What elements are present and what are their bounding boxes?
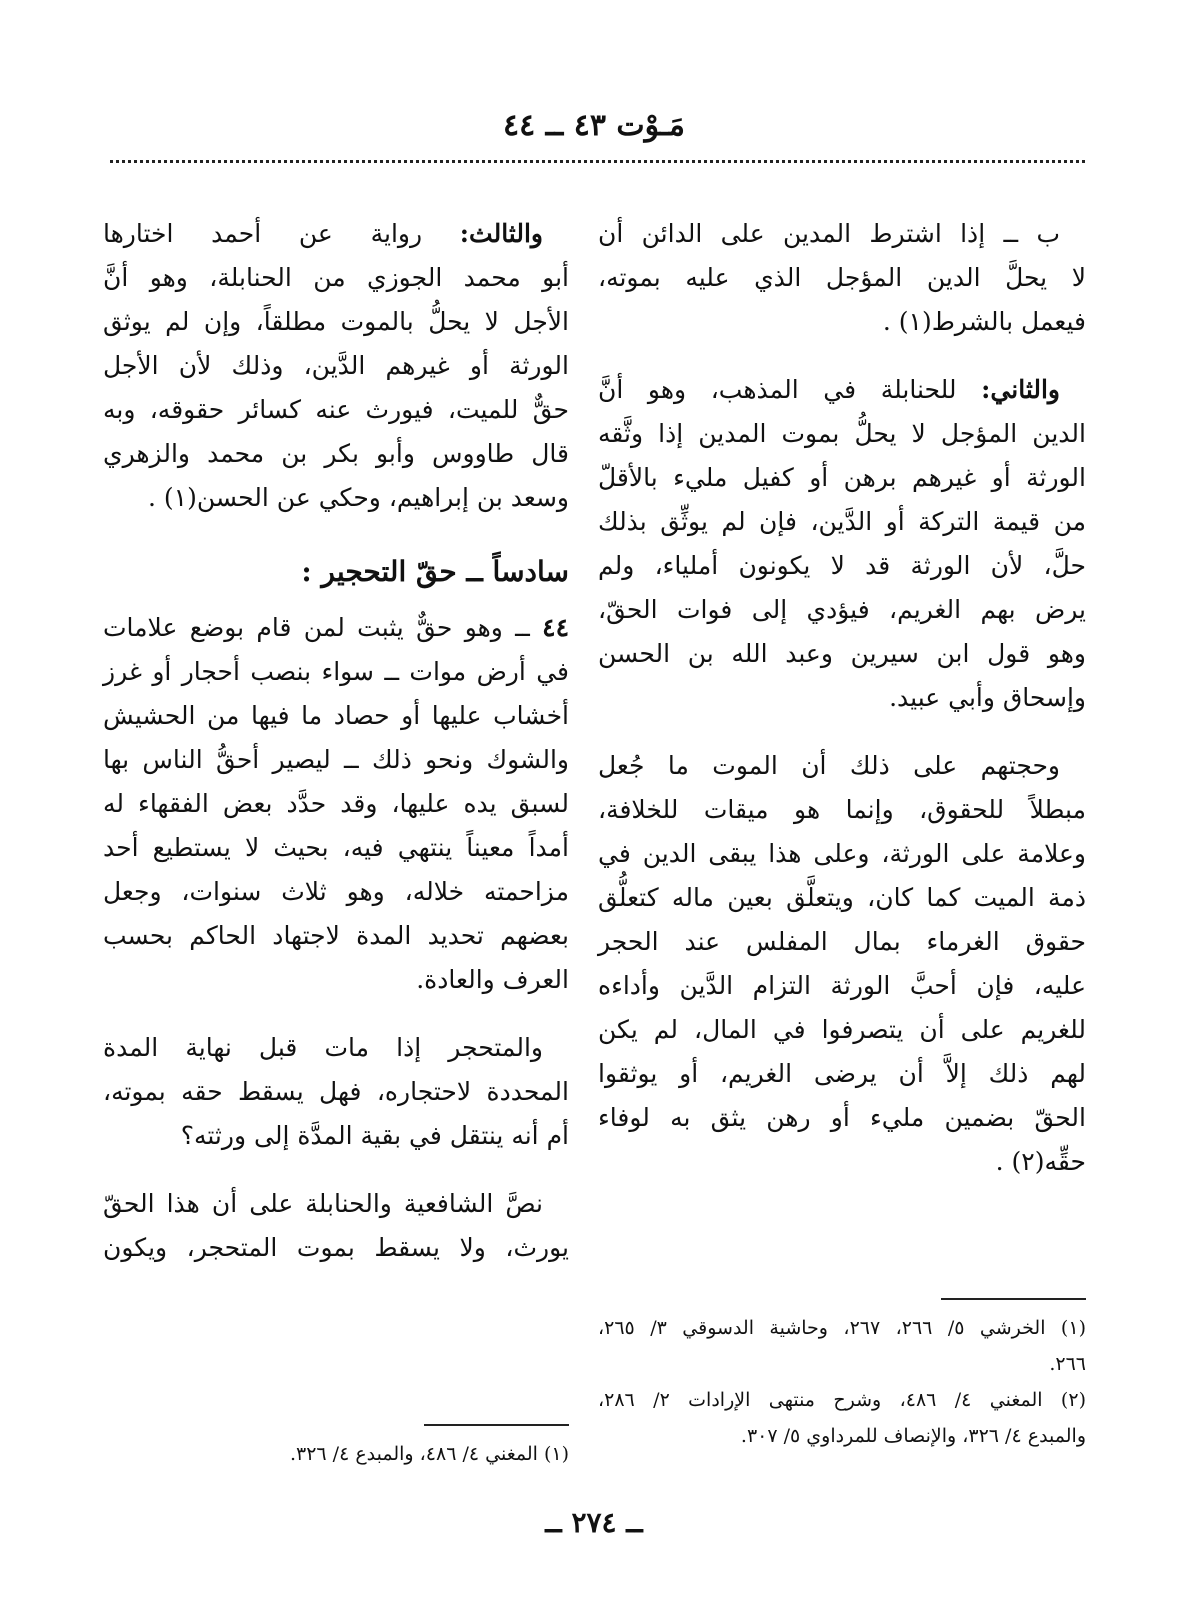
line-text: لا يحلَّ الدين المؤجل الذي عليه بموته، <box>598 263 1086 292</box>
text-line <box>598 1052 1086 1096</box>
line-text: الورثة أو غيرهم برهن أو كفيل مليء بالأقلّ <box>598 463 1086 492</box>
section-heading: سادساً ــ حقّ التحجير : <box>301 555 569 588</box>
line-text: الدين المؤجل لا يحلُّ بموت المدين إذا وثَّقه <box>598 419 1086 448</box>
text-line <box>103 344 569 388</box>
line-text: مزاحمته خلاله، وهو ثلاث سنوات، وجعل <box>103 877 569 906</box>
footnote-rule <box>941 1298 1086 1300</box>
text-line <box>103 650 569 694</box>
text-line <box>103 826 569 870</box>
paragraph <box>598 744 1086 1184</box>
text-line <box>103 1182 569 1226</box>
footnote-line: ٢٦٦. <box>1049 1353 1086 1375</box>
paragraph <box>103 212 569 520</box>
text-line <box>103 782 569 826</box>
text-line <box>103 476 569 520</box>
text-line <box>103 738 569 782</box>
line-text: حلَّ، لأن الورثة قد لا يكونون أملياء، ولم <box>598 551 1086 580</box>
paragraph-lead: والثاني: <box>981 375 1060 404</box>
page-number: ــ ٢٧٤ ــ <box>545 1506 643 1539</box>
text-line <box>598 300 1086 344</box>
footnote <box>598 1382 1086 1454</box>
right-column <box>598 212 1086 1208</box>
text-line <box>598 412 1086 456</box>
line-text: ب ــ إذا اشترط المدين على الدائن أن <box>598 219 1060 248</box>
line-text: المحددة لاحتجاره، فهل يسقط حقه بموته، <box>103 1077 569 1106</box>
line-text: يورث، ولا يسقط بموت المتحجر، ويكون <box>103 1233 569 1262</box>
text-line <box>103 432 569 476</box>
line-text: مبطلاً للحقوق، وإنما هو ميقات للخلافة، <box>598 795 1086 824</box>
text-line <box>598 832 1086 876</box>
line-text: لسبق يده عليها، وقد حدَّد بعض الفقهاء له <box>103 789 569 818</box>
line-text: وعلامة على الورثة، وعلى هذا يبقى الدين في <box>598 839 1086 868</box>
text-line <box>598 456 1086 500</box>
line-text: أخشاب عليها أو حصاد ما فيها من الحشيش <box>103 701 569 730</box>
line-text: والشوك ونحو ذلك ــ ليصير أحقُّ الناس بها <box>103 745 569 774</box>
text-line <box>598 212 1086 256</box>
text-line <box>103 388 569 432</box>
text-line <box>598 964 1086 1008</box>
text-line <box>103 606 569 650</box>
text-line <box>103 958 569 1002</box>
line-text: في أرض موات ــ سواء بنصب أحجار أو غرز <box>103 657 569 686</box>
line-text: الحقّ بضمين مليء أو رهن يثق به لوفاء <box>598 1103 1086 1132</box>
line-text: وإسحاق وأبي عبيد. <box>889 683 1086 712</box>
text-line <box>598 1008 1086 1052</box>
footnote-rule <box>424 1424 569 1426</box>
line-text: حقِّه(٢) . <box>995 1147 1086 1176</box>
text-line <box>103 300 569 344</box>
paragraph <box>598 368 1086 720</box>
line-text: أمداً معيناً ينتهي فيه، بحيث لا يستطيع أحد <box>103 833 569 862</box>
text-line <box>598 368 1086 412</box>
line-text: العرف والعادة. <box>416 965 569 994</box>
paragraph-lead: ٤٤ <box>542 613 569 642</box>
text-line <box>103 870 569 914</box>
text-line <box>103 212 569 256</box>
text-line <box>598 588 1086 632</box>
line-text: فيعمل بالشرط(١) . <box>882 307 1086 336</box>
text-line <box>103 1114 569 1158</box>
footnote <box>103 1436 569 1472</box>
footnote-line: (١) المغني ٤/ ٤٨٦، والمبدع ٤/ ٣٢٦. <box>289 1443 569 1465</box>
line-text: ذمة الميت كما كان، ويتعلَّق بعين ماله كتعلُّق <box>598 883 1086 912</box>
right-footnotes <box>598 1292 1086 1454</box>
line-text: قال طاووس وأبو بكر بن محمد والزهري <box>103 439 569 468</box>
header-divider <box>110 160 1085 163</box>
text-line <box>103 256 569 300</box>
footnote <box>598 1310 1086 1382</box>
text-line <box>103 1026 569 1070</box>
line-text: الورثة أو غيرهم الدَّين، وذلك لأن الأجل <box>103 351 569 380</box>
line-text: عليه، فإن أحبَّ الورثة التزام الدَّين وأداءه <box>598 971 1086 1000</box>
text-line <box>598 1096 1086 1140</box>
line-text: والمتحجر إذا مات قبل نهاية المدة <box>103 1033 543 1062</box>
text-line <box>598 876 1086 920</box>
paragraph <box>103 1182 569 1270</box>
running-header: مَـوْت ٤٣ ــ ٤٤ <box>503 108 685 143</box>
paragraph <box>103 606 569 1002</box>
text-line <box>598 256 1086 300</box>
line-text: نصَّ الشافعية والحنابلة على أن هذا الحقّ <box>103 1189 543 1218</box>
text-line <box>103 1226 569 1270</box>
text-line <box>598 632 1086 676</box>
footnote-line: (١) الخرشي ٥/ ٢٦٦، ٢٦٧، وحاشية الدسوقي ٣/ ٢٦٥، <box>598 1317 1086 1339</box>
line-text: وحجتهم على ذلك أن الموت ما جُعل <box>598 751 1060 780</box>
paragraph-lead: والثالث: <box>459 219 543 248</box>
text-line <box>598 500 1086 544</box>
line-text: ــ وهو حقٌّ يثبت لمن قام بوضع علامات <box>103 613 543 642</box>
line-text: للحنابلة في المذهب، وهو أنَّ <box>598 375 982 404</box>
left-column <box>103 212 569 1270</box>
text-line <box>598 744 1086 788</box>
line-text: يرض بهم الغريم، فيؤدي إلى فوات الحقّ، <box>598 595 1086 624</box>
text-line <box>598 544 1086 588</box>
line-text: لهم ذلك إلاَّ أن يرضى الغريم، أو يوثقوا <box>598 1059 1086 1088</box>
text-line <box>598 788 1086 832</box>
text-line <box>103 694 569 738</box>
line-text: للغريم على أن يتصرفوا في المال، لم يكن <box>598 1015 1086 1044</box>
text-line <box>598 920 1086 964</box>
footnote-line: والمبدع ٤/ ٣٢٦، والإنصاف للمرداوي ٥/ ٣٠٧. <box>740 1425 1086 1447</box>
paragraph <box>103 1026 569 1158</box>
line-text: وهو قول ابن سيرين وعبد الله بن الحسن <box>598 639 1086 668</box>
text-line <box>598 676 1086 720</box>
left-footnotes <box>103 1418 569 1472</box>
line-text: أبو محمد الجوزي من الحنابلة، وهو أنَّ <box>103 263 569 292</box>
line-text: أم أنه ينتقل في بقية المدَّة إلى ورثته؟ <box>180 1121 569 1150</box>
line-text: حقوق الغرماء بمال المفلس عند الحجر <box>598 927 1086 956</box>
paragraph <box>598 212 1086 344</box>
line-text: الأجل لا يحلُّ بالموت مطلقاً، وإن لم يوثق <box>103 307 569 336</box>
text-line <box>598 1140 1086 1184</box>
text-line <box>103 1070 569 1114</box>
line-text: وسعد بن إبراهيم، وحكي عن الحسن(١) . <box>147 483 569 512</box>
line-text: من قيمة التركة أو الدَّين، فإن لم يوثِّق بذلك <box>598 507 1086 536</box>
line-text: حقٌّ للميت، فيورث عنه كسائر حقوقه، وبه <box>103 395 569 424</box>
line-text: رواية عن أحمد اختارها <box>103 219 460 248</box>
footnote-line: (٢) المغني ٤/ ٤٨٦، وشرح منتهى الإرادات ٢/ ٢٨٦، <box>598 1389 1086 1411</box>
line-text: بعضهم تحديد المدة لاجتهاد الحاكم بحسب <box>103 921 569 950</box>
text-line <box>103 914 569 958</box>
